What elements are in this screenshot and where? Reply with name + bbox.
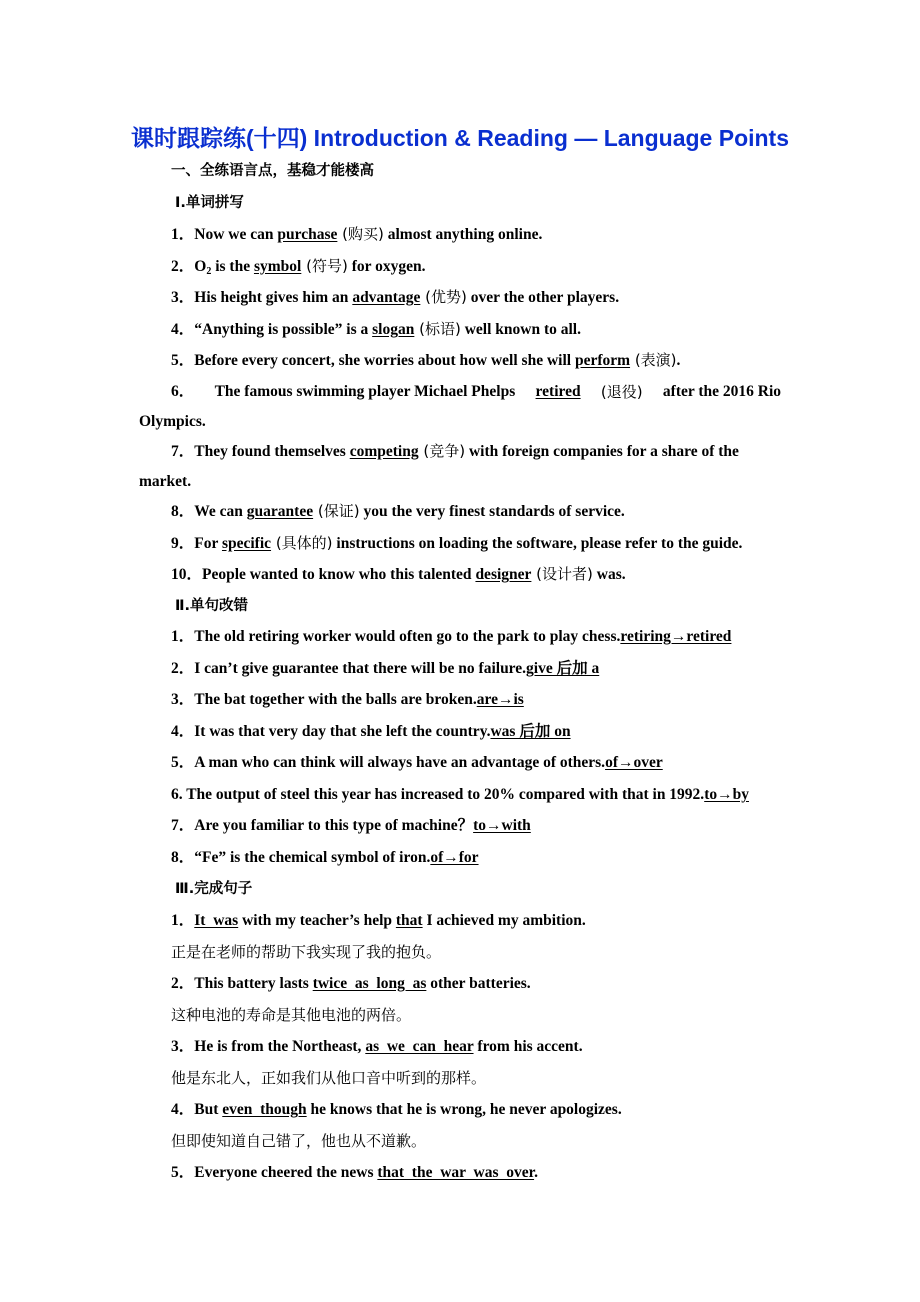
answer: specific — [221, 535, 272, 552]
completion-item-4: 4．But even though he knows that he is wrong, he never apologizes. — [171, 1101, 622, 1118]
section-heading-completion: Ⅲ.完成句子 — [175, 881, 253, 897]
answer: of→for — [430, 849, 479, 866]
completion-item-1: 1．It was with my teacher’s help that I achieved my ambition. — [171, 912, 586, 929]
spelling-item-7: 7．They found themselves competing (竞争) with foreign companies for a share of the — [171, 442, 739, 460]
part-heading: 一、全练语言点，基稳才能楼高 — [171, 163, 374, 179]
completion-item-4-translation: 但即使知道自己错了，他也从不道歉。 — [171, 1132, 427, 1150]
answer: symbol — [253, 258, 302, 275]
answer: that — [395, 912, 423, 929]
spelling-item-6: 6． The famous swimming player Michael Phelps retired (退役) after the 2016 Rio — [171, 383, 781, 401]
spelling-item-4: 4．“Anything is possible” is a slogan (标语) well known to all. — [171, 320, 581, 338]
section-heading-spelling: Ⅰ.单词拼写 — [175, 195, 244, 211]
spelling-item-1: 1．Now we can purchase (购买) almost anything online. — [171, 225, 543, 243]
answer: retired — [535, 383, 581, 400]
answer: are→is — [476, 691, 524, 708]
answer: was 后加 on — [490, 723, 571, 740]
completion-item-1-translation: 正是在老师的帮助下我实现了我的抱负。 — [171, 943, 442, 961]
answer: slogan — [372, 321, 415, 338]
correction-item-2: 2．I can’t give guarantee that there will be no failure.give 后加 a — [171, 660, 600, 677]
page-title: 课时跟踪练(十四) Introduction & Reading — Language Points — [130, 125, 790, 151]
answer: retiring→retired — [620, 628, 732, 645]
spelling-item-9: 9．For specific (具体的) instructions on loading the software, please refer to the guide. — [171, 534, 743, 552]
spelling-item-10: 10．People wanted to know who this talented designer (设计者) was. — [171, 565, 626, 583]
answer: guarantee — [246, 503, 314, 520]
answer: It was — [194, 912, 239, 929]
spelling-item-8: 8．We can guarantee (保证) you the very finest standards of service. — [171, 502, 625, 520]
answer: of→over — [605, 754, 663, 771]
completion-item-3-translation: 他是东北人，正如我们从他口音中听到的那样。 — [171, 1069, 487, 1087]
section-heading-correction: Ⅱ.单句改错 — [175, 598, 249, 614]
answer: advantage — [352, 289, 421, 306]
completion-item-5: 5．Everyone cheered the news that the war was over. — [171, 1164, 538, 1181]
spelling-item-5: 5．Before every concert, she worries about how well she will perform (表演). — [171, 351, 681, 369]
completion-item-2-translation: 这种电池的寿命是其他电池的两倍。 — [171, 1006, 412, 1024]
answer: competing — [349, 443, 419, 460]
answer: that the war was over — [377, 1164, 535, 1181]
completion-item-2: 2．This battery lasts twice as long as other batteries. — [171, 975, 531, 992]
answer: designer — [475, 566, 532, 583]
correction-item-1: 1．The old retiring worker would often go to the park to play chess.retiring→retired — [171, 628, 732, 645]
answer: even though — [222, 1101, 307, 1118]
answer: perform — [574, 352, 631, 369]
spelling-item-3: 3．His height gives him an advantage (优势) over the other players. — [171, 288, 620, 306]
correction-item-3: 3．The bat together with the balls are broken.are→is — [171, 691, 524, 708]
spelling-item-2: 2．$O_2$ is the symbol (符号) for oxygen. — [171, 257, 426, 277]
correction-item-4: 4．It was that very day that she left the country.was 后加 on — [171, 723, 571, 740]
answer: give 后加 a — [526, 660, 600, 677]
spelling-item-6-cont: Olympics. — [139, 413, 206, 430]
correction-item-5: 5．A man who can think will always have an advantage of others.of→over — [171, 754, 663, 771]
correction-item-6: 6. The output of steel this year has increased to 20% compared with that in 1992.to→by — [171, 786, 749, 803]
correction-item-8: 8．“Fe” is the chemical symbol of iron.of→for — [171, 849, 479, 866]
answer: to→by — [704, 786, 749, 803]
correction-item-7: 7．Are you familiar to this type of machine？to→with — [171, 817, 531, 834]
answer: to→with — [473, 817, 531, 834]
spelling-item-7-cont: market. — [139, 473, 192, 490]
answer: as we can hear — [365, 1038, 474, 1055]
answer: purchase — [277, 226, 338, 243]
completion-item-3: 3．He is from the Northeast, as we can hear from his accent. — [171, 1038, 583, 1055]
answer: twice as long as — [312, 975, 427, 992]
